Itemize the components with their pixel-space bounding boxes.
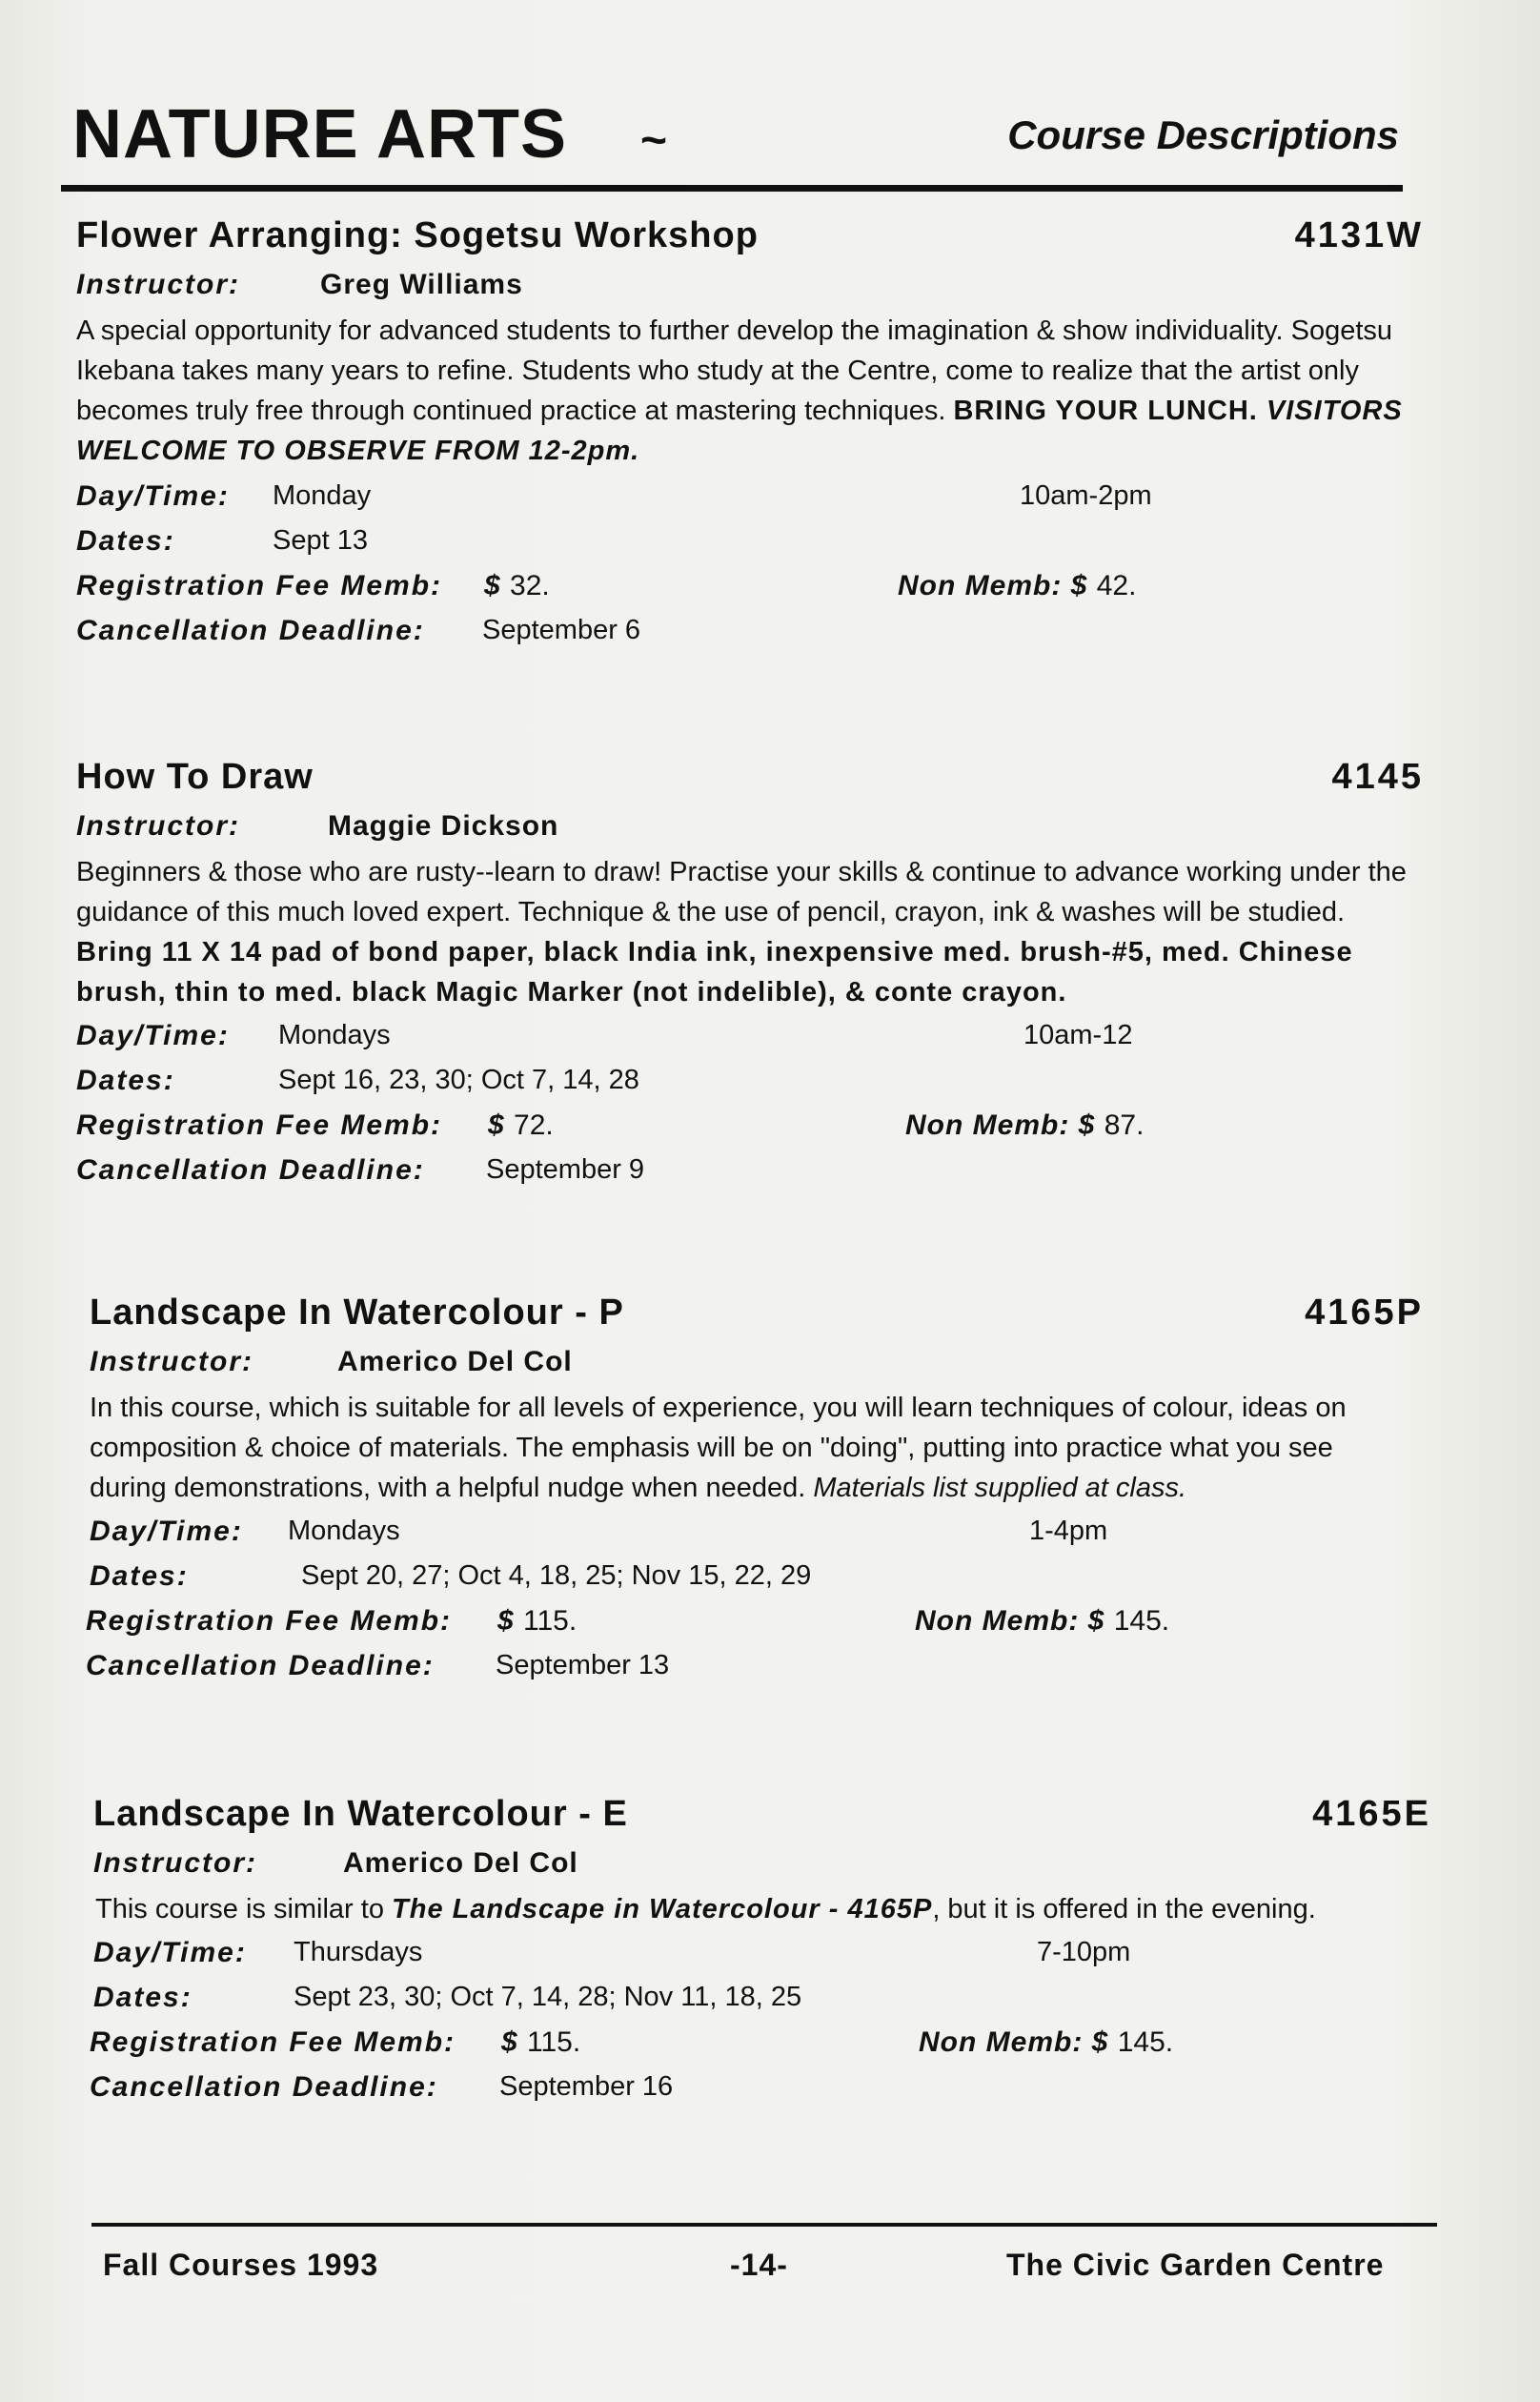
footer-left: Fall Courses 1993 [103,2248,379,2282]
instructor-label: Instructor: [90,1346,253,1377]
fee-row [90,2023,1410,2067]
course-title: Flower Arranging: Sogetsu Workshop [76,215,759,255]
day-time-label: Day/Time: [93,1937,247,1968]
fee-non-member [919,2026,1173,2059]
instructor-row [76,1847,1410,1887]
cancellation-label: Cancellation Deadline: [90,2071,438,2103]
dollar-sign: $ [488,1109,505,1141]
cancellation-label: Cancellation Deadline: [76,1154,425,1186]
course-block [76,757,1424,1195]
day-value: Monday [273,480,372,511]
instructor-label: Instructor: [76,269,240,300]
description-text-end: , but it is offered in the evening. [932,1894,1316,1924]
fee-member-value: 115. [527,2026,581,2058]
fee-member-value: 115. [523,1605,578,1637]
fee-non-member [915,1605,1169,1638]
dates-label: Dates: [76,525,175,557]
day-time-row [90,1512,1410,1557]
instructor-row [76,269,1410,309]
title-separator: ~ [640,115,668,166]
course-header [76,215,1424,269]
cancellation-row [90,2067,1410,2112]
dollar-sign: $ [1087,1605,1105,1637]
dates-value: Sept 13 [273,525,368,556]
day-time-label: Day/Time: [76,480,230,512]
footer-rule [91,2223,1437,2227]
fee-non-member-value: 145. [1113,1605,1170,1637]
dollar-sign: $ [1078,1109,1096,1141]
course-code: 4131W [1294,215,1424,255]
description-bold: Bring 11 X 14 pad of bond paper, black India ink, inexpensive med. brush-#5, med. Chinese brush, thin to med. black Magic Marker (not indelible), & conte crayon. [76,937,1353,1008]
fee-label: Registration Fee Memb: [86,1605,453,1637]
fee-member [488,1109,554,1142]
non-memb-label: Non Memb: [898,570,1063,601]
fee-member-value: 72. [514,1109,554,1141]
dates-row [90,1557,1410,1601]
instructor-row [76,1346,1410,1386]
cancellation-label: Cancellation Deadline: [76,615,425,646]
description-text: A special opportunity for advanced students to further develop the imagination & show individuality. Sogetsu Ikebana takes many years to refine. Students who study at the Centre, come to realize that the artist only becomes truly free through continued practice at mastering techniques. [76,316,1393,426]
fee-member [497,1605,577,1638]
footer-right: The Civic Garden Centre [1006,2248,1385,2282]
time-value: 10am-2pm [1020,480,1152,511]
day-time-row [76,1016,1410,1061]
non-memb-label: Non Memb: [919,2026,1084,2058]
course-code: 4145 [1331,757,1424,797]
cancellation-row [86,1646,1410,1691]
dates-label: Dates: [76,1065,175,1096]
page-number: -14- [730,2248,788,2282]
instructor-row [76,810,1410,850]
description-text: In this course, which is suitable for all levels of experience, you will learn techniques of colour, ideas on composition & choice of materials. The emphasis will be on "doing", putting into practice what you see during demonstrations, with a helpful nudge when needed. [90,1393,1347,1503]
course-block [76,1293,1424,1691]
dates-row [76,521,1410,566]
course-description [95,1889,1410,1929]
dollar-sign: $ [497,1605,515,1637]
fee-row [76,1106,1410,1150]
fee-row [76,566,1410,611]
dollar-sign: $ [1091,2026,1109,2058]
fee-label: Registration Fee Memb: [76,570,443,601]
dates-row [93,1978,1410,2023]
deadline-value: September 9 [486,1154,645,1185]
fee-non-member-value: 42. [1096,570,1137,601]
course-title: How To Draw [76,757,314,797]
course-header [76,757,1424,810]
description-bold-italic: The Landscape in Watercolour - 4165P [392,1894,933,1924]
course-block [76,215,1424,656]
dollar-sign: $ [484,570,501,601]
dates-label: Dates: [93,1982,192,2013]
page-header [65,88,1399,183]
day-time-row [93,1933,1410,1978]
course-description [76,311,1410,471]
course-header [76,1293,1424,1346]
course-description [90,1388,1410,1508]
fee-non-member [905,1109,1144,1142]
time-value: 1-4pm [1029,1516,1108,1546]
day-value: Mondays [288,1516,400,1546]
day-value: Thursdays [294,1937,423,1967]
course-description [76,852,1410,1012]
instructor-name: Americo Del Col [343,1847,578,1879]
description-text: This course is similar to [95,1894,393,1924]
fee-non-member [898,570,1136,602]
page-title: NATURE ARTS [72,96,567,173]
deadline-value: September 6 [482,615,641,645]
day-time-row [76,477,1410,521]
non-memb-label: Non Memb: [905,1109,1070,1141]
dates-value: Sept 23, 30; Oct 7, 14, 28; Nov 11, 18, 25 [294,1982,802,2012]
dates-value: Sept 16, 23, 30; Oct 7, 14, 28 [278,1065,639,1095]
cancellation-label: Cancellation Deadline: [86,1650,435,1681]
course-title: Landscape In Watercolour - E [93,1794,628,1834]
dollar-sign: $ [501,2026,518,2058]
time-value: 10am-12 [1023,1020,1133,1050]
instructor-name: Greg Williams [320,269,523,300]
cancellation-row [76,611,1410,656]
fee-label: Registration Fee Memb: [76,1109,443,1141]
description-italic: Materials list supplied at class. [813,1473,1187,1503]
fee-row [86,1601,1410,1646]
course-code: 4165P [1305,1293,1424,1333]
page-subtitle: Course Descriptions [1007,112,1399,157]
instructor-label: Instructor: [93,1847,257,1879]
instructor-name: Americo Del Col [337,1346,573,1377]
fee-non-member-value: 145. [1117,2026,1174,2058]
fee-member [484,570,550,602]
instructor-label: Instructor: [76,810,240,842]
fee-member-value: 32. [510,570,550,601]
dollar-sign: $ [1070,570,1088,601]
fee-non-member-value: 87. [1104,1109,1145,1141]
dates-row [76,1061,1410,1106]
cancellation-row [76,1150,1410,1195]
course-header [76,1794,1431,1847]
description-bold: BRING YOUR LUNCH. [953,396,1266,426]
dates-label: Dates: [90,1560,189,1592]
header-rule [61,185,1403,192]
non-memb-label: Non Memb: [915,1605,1080,1637]
time-value: 7-10pm [1037,1937,1131,1967]
description-text: Beginners & those who are rusty--learn to draw! Practise your skills & continue to advance working under the guidance of this much loved expert. Technique & the use of pencil, crayon, ink & washes will be studied. [76,857,1407,927]
day-value: Mondays [278,1020,391,1050]
deadline-value: September 13 [496,1650,670,1680]
day-time-label: Day/Time: [90,1516,243,1547]
deadline-value: September 16 [499,2071,674,2102]
dates-value: Sept 20, 27; Oct 4, 18, 25; Nov 15, 22, 29 [301,1560,812,1591]
course-block [76,1794,1431,2112]
day-time-label: Day/Time: [76,1020,230,1051]
fee-member [501,2026,580,2059]
instructor-name: Maggie Dickson [328,810,559,842]
fee-label: Registration Fee Memb: [90,2026,456,2058]
course-code: 4165E [1312,1794,1431,1834]
description-bold-italic: VISITORS WELCOME TO OBSERVE FROM 12-2pm. [76,396,1403,466]
course-title: Landscape In Watercolour - P [90,1293,624,1333]
